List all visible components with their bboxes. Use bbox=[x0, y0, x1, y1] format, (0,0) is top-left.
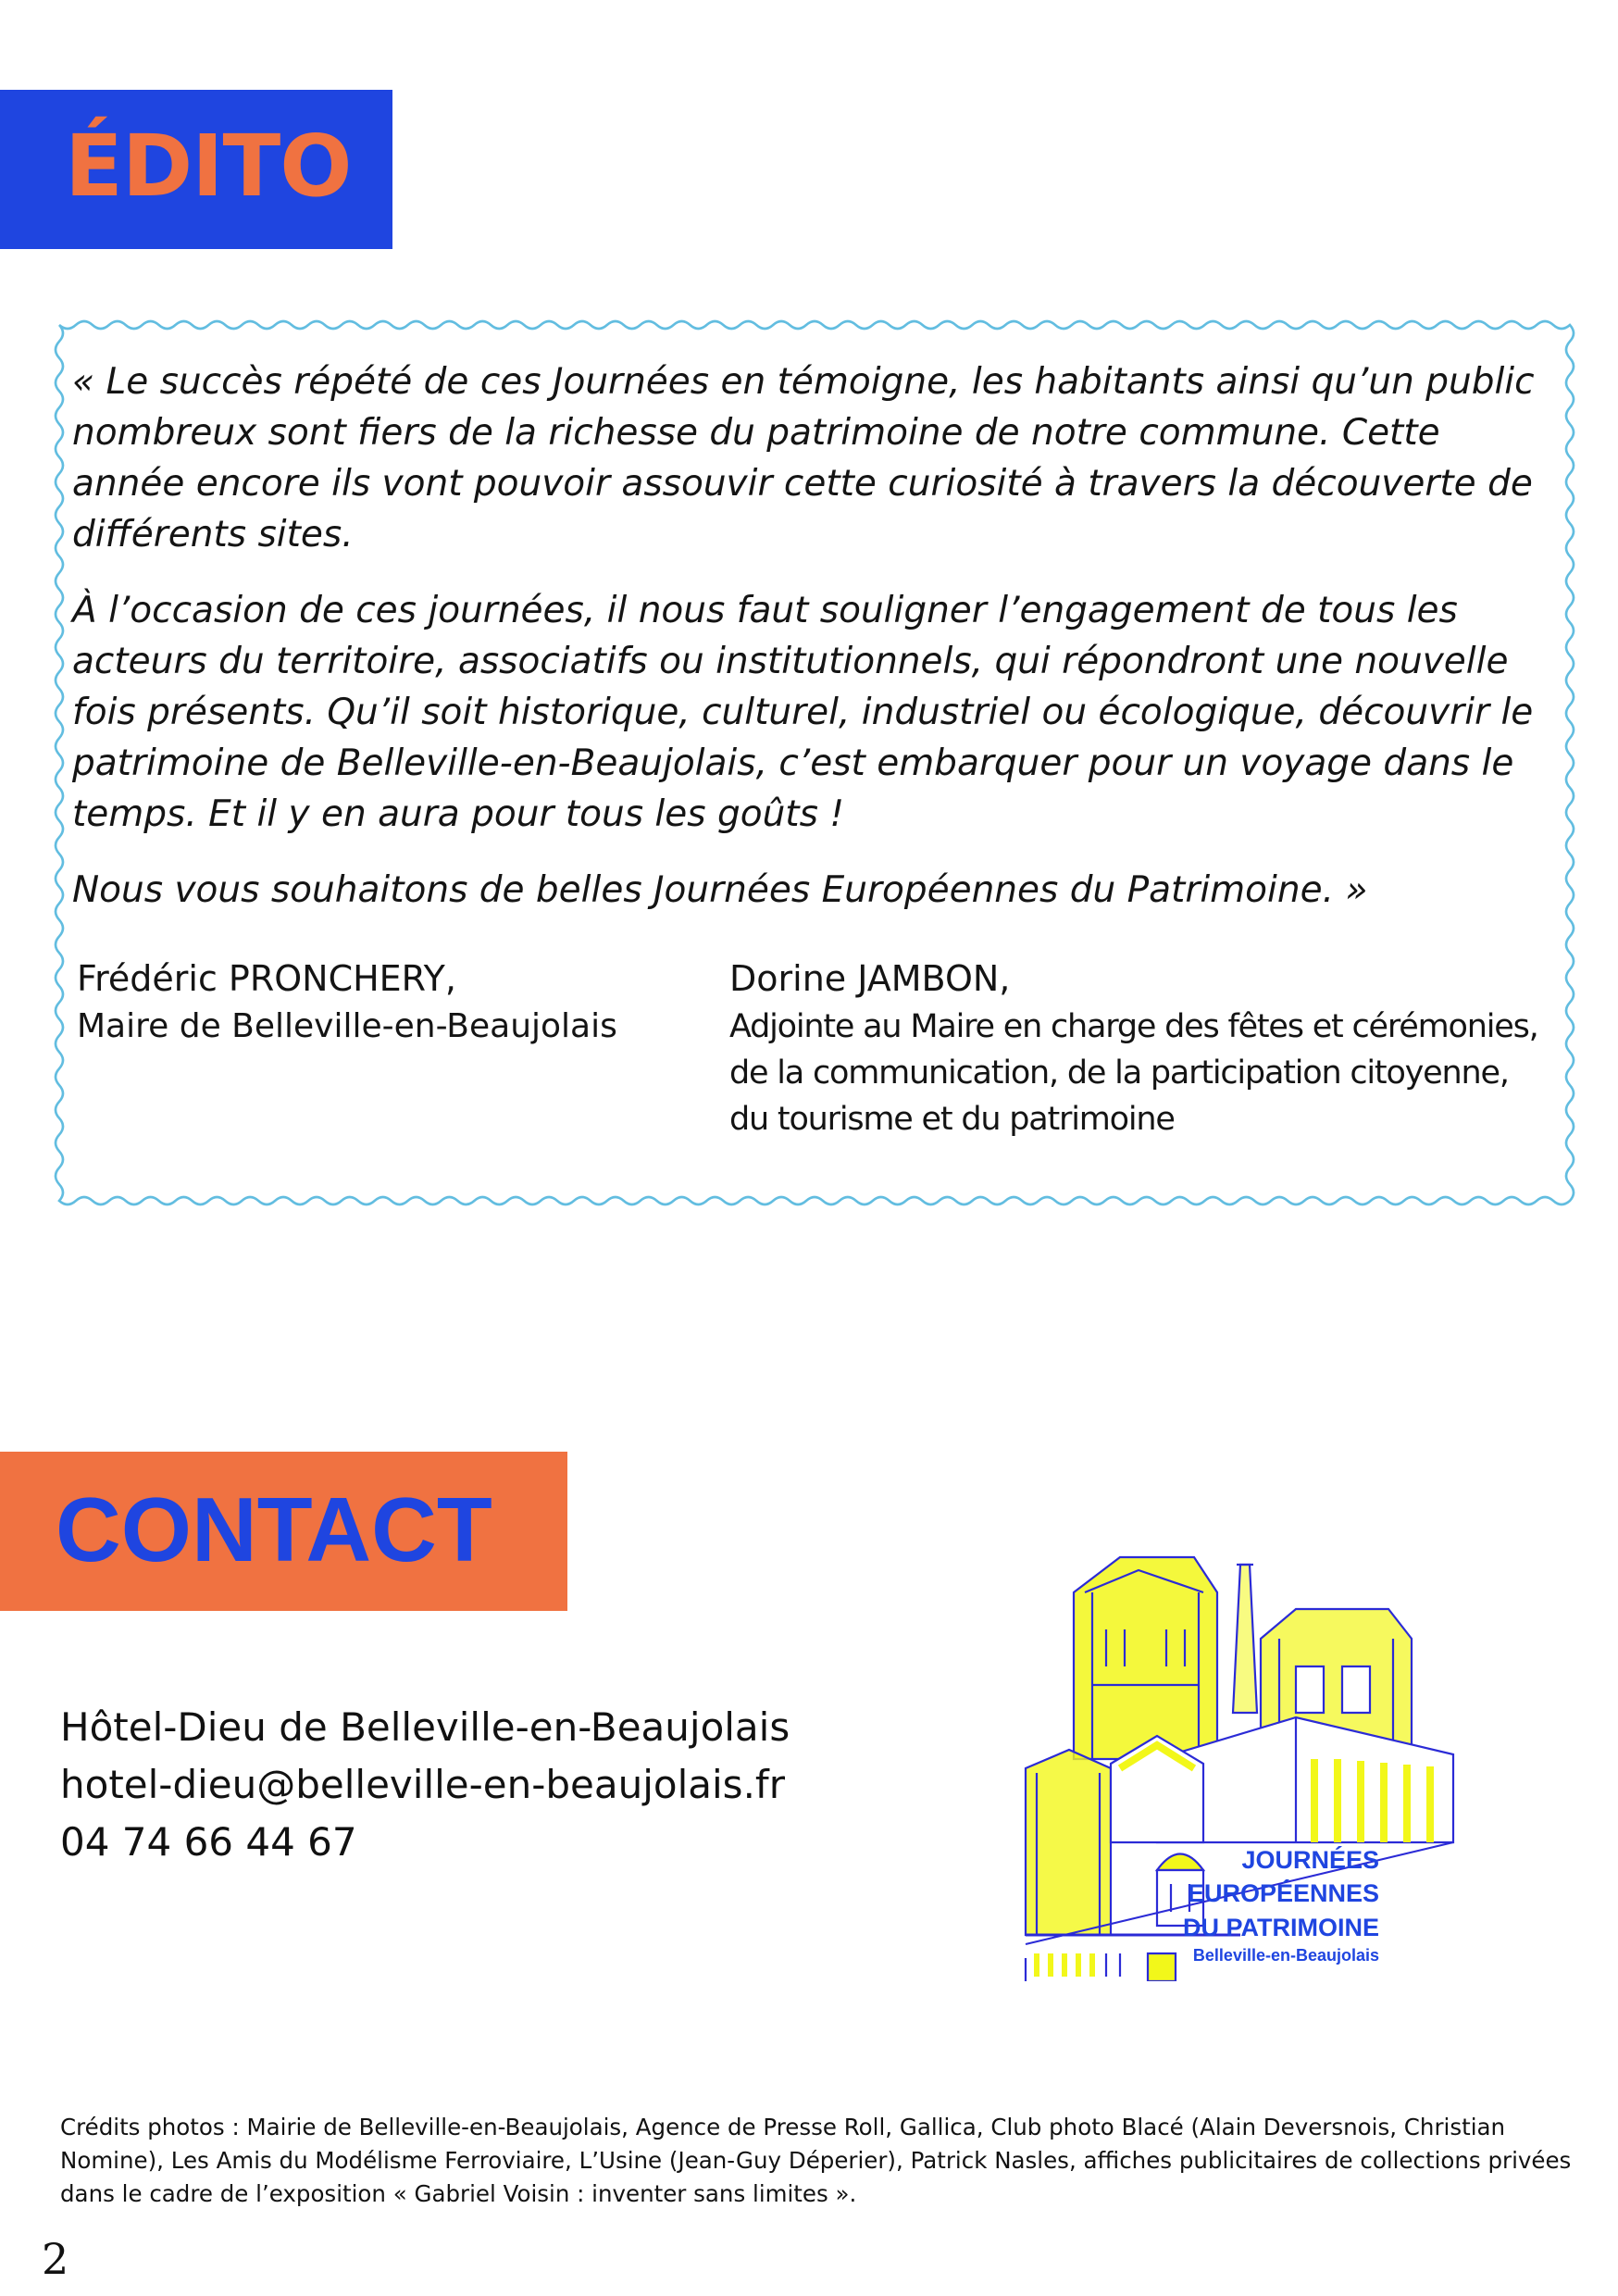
edito-heading: ÉDITO bbox=[65, 117, 352, 216]
edito-banner bbox=[0, 90, 392, 249]
deputy-name: Dorine JAMBON, bbox=[729, 958, 1011, 999]
contact-banner bbox=[0, 1452, 567, 1611]
contact-phone[interactable]: 04 74 66 44 67 bbox=[60, 1819, 357, 1865]
mayor-name: Frédéric PRONCHERY, bbox=[77, 958, 456, 999]
quote-paragraph-1: « Le succès répété de ces Journées en témoigne, les habitants ainsi qu’un public nombreux sont fiers de la richesse du patrimoine de notre commune. Cette année encore ils vont pouvoir assouvir cette curiosité à travers la découverte de différents sites. bbox=[72, 361, 1535, 555]
contact-email[interactable]: hotel-dieu@belleville-en-beaujolais.fr bbox=[60, 1762, 785, 1807]
contact-place: Hôtel-Dieu de Belleville-en-Beaujolais bbox=[60, 1704, 790, 1750]
signature-deputy bbox=[729, 954, 1538, 1142]
mayor-role: Maire de Belleville-en-Beaujolais bbox=[77, 1007, 617, 1045]
page-number: 2 bbox=[42, 2234, 69, 2284]
logo-line-4: Belleville-en-Beaujolais bbox=[1192, 1946, 1379, 1965]
deputy-role-line-1: Adjointe au Maire en charge des fêtes et cérémonies, bbox=[729, 1008, 1538, 1045]
logo-line-2: EUROPÉENNES bbox=[1187, 1879, 1379, 1907]
logo-line-3: DU PATRIMOINE bbox=[1183, 1914, 1379, 1941]
quote-paragraph-2: À l’occasion de ces journées, il nous faut souligner l’engagement de tous les acteurs du territoire, associatifs ou institutionnels, qui répondront une nouvelle fois présents. Qu’il soit historique, culturel, industriel ou écologique, découvrir le patrimoine de Belleville-en-Beaujolais, c’est embarquer pour un voyage dans le temps. Et il y en aura pour tous les goûts ! bbox=[72, 590, 1534, 835]
contact-heading: CONTACT bbox=[56, 1479, 492, 1580]
deputy-role-line-3: du tourisme et du patrimoine bbox=[729, 1101, 1175, 1138]
signature-mayor bbox=[77, 954, 617, 1050]
quote-paragraph-3: Nous vous souhaitons de belles Journées Européennes du Patrimoine. » bbox=[72, 869, 1368, 911]
logo-line-1: JOURNÉES bbox=[1241, 1846, 1379, 1874]
photo-credits: Crédits photos : Mairie de Belleville-en-Beaujolais, Agence de Presse Roll, Gallica, Club photo Blacé (Alain Deversnois, Christian Nomine), Les Amis du Modélisme Ferroviaire, L’Usine (Jean-Guy Déperier), Patrick Nasles, affiches publicitaires de collections privées dans le cadre de l’exposition « Gabriel Voisin : inventer sans limites ». bbox=[60, 2114, 1572, 2207]
deputy-role-line-2: de la communication, de la participation citoyenne, bbox=[729, 1054, 1509, 1092]
heritage-days-logo bbox=[1018, 1537, 1462, 1981]
edito-quote bbox=[72, 356, 1553, 941]
contact-details bbox=[60, 1699, 790, 1871]
